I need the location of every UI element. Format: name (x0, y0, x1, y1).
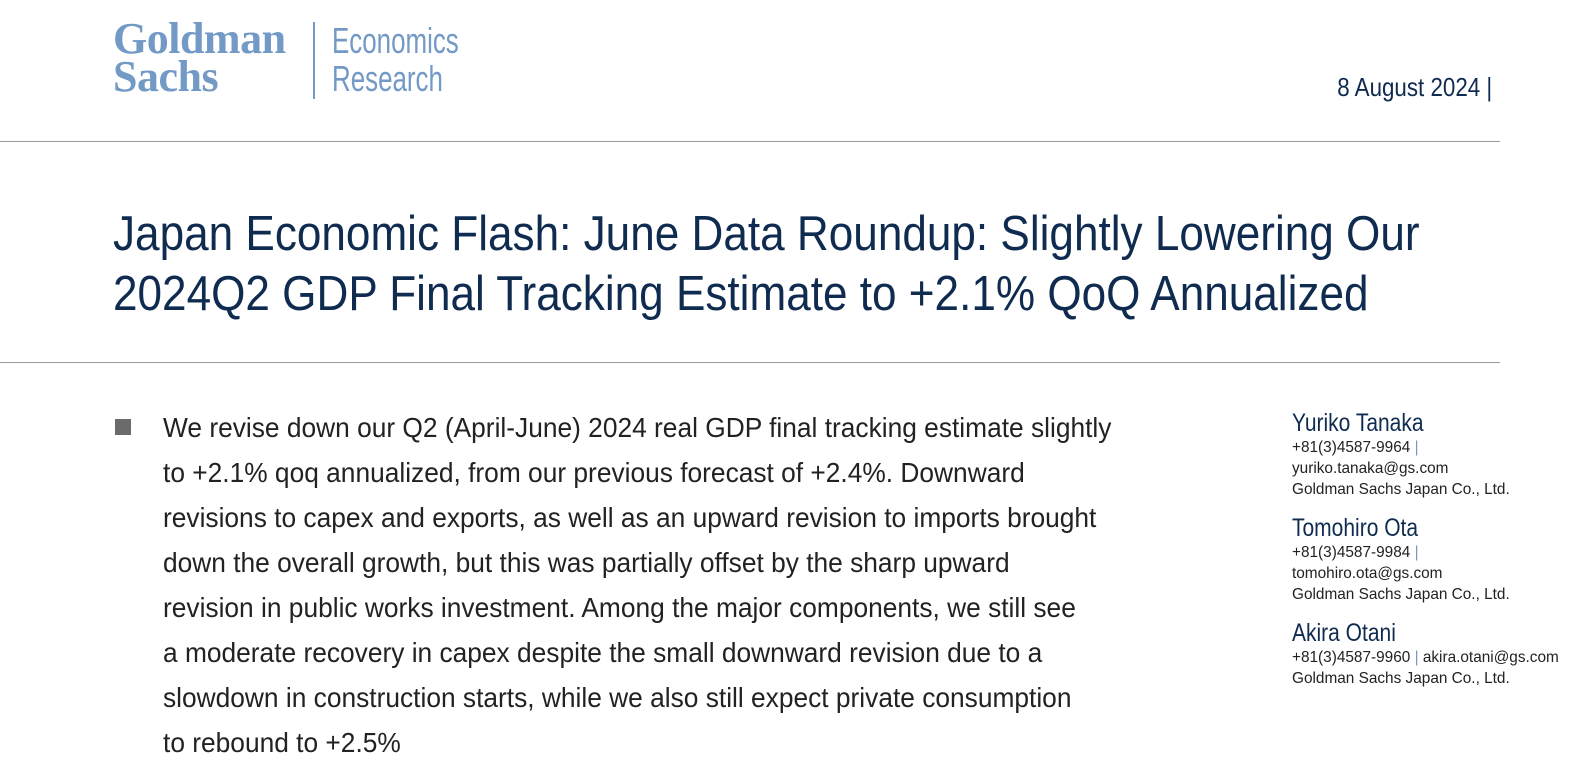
title-line: Japan Economic Flash: June Data Roundup: Slightly Lowering Our (113, 207, 1420, 261)
department-line-research: Research (332, 58, 443, 99)
summary-bullet (163, 405, 1197, 765)
author-card (1292, 620, 1570, 689)
logo-divider (313, 22, 315, 99)
author-email[interactable]: akira.otani@gs.com (1422, 649, 1559, 666)
author-email[interactable]: tomohiro.ota@gs.com (1292, 565, 1443, 582)
author-card (1292, 515, 1570, 605)
title-line: 2024Q2 GDP Final Tracking Estimate to +2.1% QoQ Annualized (113, 267, 1369, 321)
goldman-sachs-logo (113, 14, 286, 101)
author-phone: +81(3)4587-9984 (1292, 544, 1411, 561)
report-date: 8 August 2024 | (1336, 72, 1492, 102)
bullet-line: revisions to capex and exports, as well as an upward revision to imports brought (163, 502, 1097, 533)
contact-separator: | (1414, 439, 1419, 456)
title-divider (0, 362, 1500, 363)
bullet-line: to rebound to +2.5% (163, 727, 401, 758)
contact-separator: | (1414, 544, 1419, 561)
author-company: Goldman Sachs Japan Co., Ltd. (1292, 481, 1510, 498)
author-contact (1292, 647, 1559, 668)
author-name: Yuriko Tanaka (1292, 409, 1424, 437)
logo-word-sachs: Sachs (113, 52, 219, 101)
bullet-line: We revise down our Q2 (April-June) 2024 real GDP final tracking estimate slightly (163, 412, 1112, 443)
department-line-economics: Economics (332, 20, 459, 61)
report-title (113, 204, 1420, 324)
author-company: Goldman Sachs Japan Co., Ltd. (1292, 670, 1510, 687)
author-company: Goldman Sachs Japan Co., Ltd. (1292, 586, 1510, 603)
author-name: Akira Otani (1292, 619, 1396, 647)
author-contact (1292, 542, 1559, 563)
department-label (332, 22, 459, 98)
author-name: Tomohiro Ota (1292, 514, 1419, 542)
contact-separator: | (1414, 649, 1419, 666)
author-card (1292, 410, 1570, 500)
bullet-line: slowdown in construction starts, while we also still expect private consumption (163, 682, 1072, 713)
header-divider (0, 141, 1500, 142)
bullet-line: a moderate recovery in capex despite the small downward revision due to a (163, 637, 1043, 668)
bullet-square-icon (115, 419, 131, 435)
bullet-line: down the overall growth, but this was partially offset by the sharp upward (163, 547, 1010, 578)
author-list (1292, 410, 1570, 704)
bullet-line: revision in public works investment. Among the major components, we still see (163, 592, 1076, 623)
logo-word-goldman: Goldman (113, 14, 286, 63)
author-contact (1292, 437, 1559, 458)
bullet-line: to +2.1% qoq annualized, from our previous forecast of +2.4%. Downward (163, 457, 1025, 488)
author-email[interactable]: yuriko.tanaka@gs.com (1292, 460, 1449, 477)
author-phone: +81(3)4587-9964 (1292, 439, 1411, 456)
author-phone: +81(3)4587-9960 (1292, 649, 1411, 666)
